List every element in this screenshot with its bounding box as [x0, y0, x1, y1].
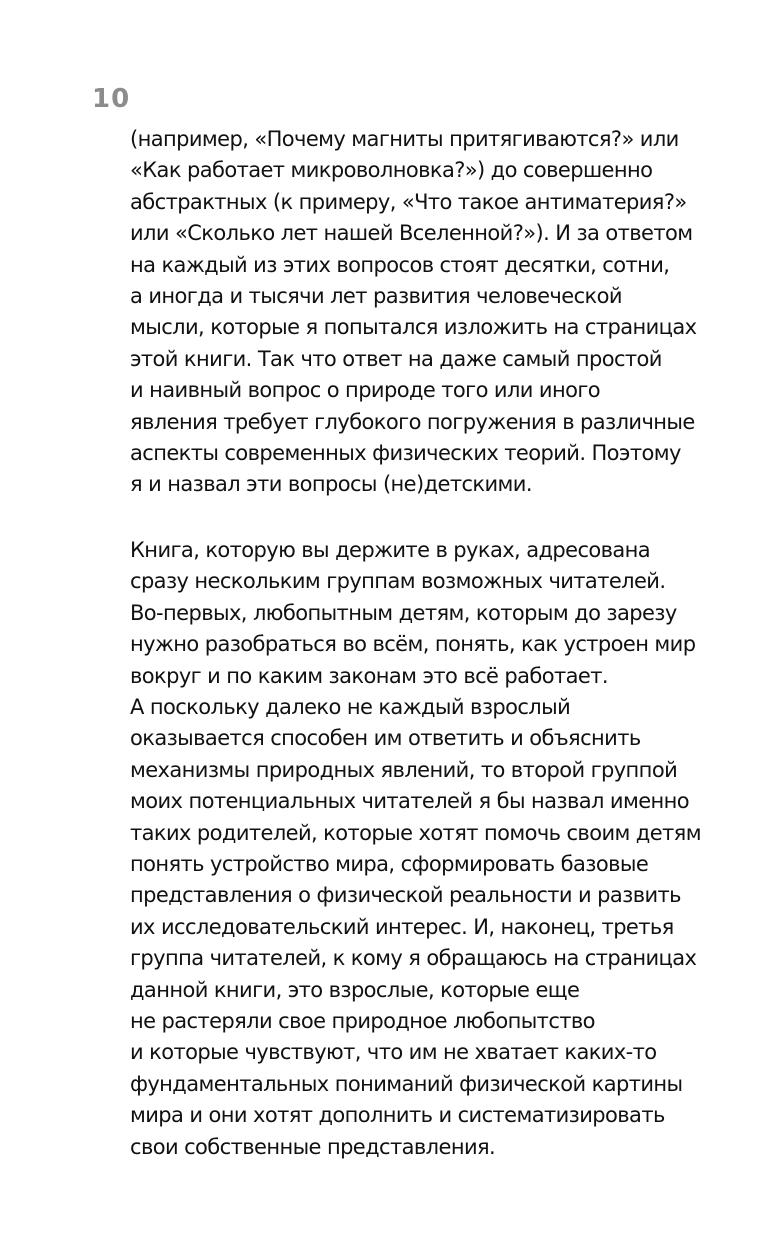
text-line: и которые чувствуют, что им не хватает каких-то [130, 1040, 657, 1065]
text-line: не растеряли свое природное любопытство [130, 1008, 595, 1033]
text-line: сразу нескольким группам возможных читателей. [130, 569, 666, 594]
text-line: данной книги, это взрослые, которые еще [130, 977, 580, 1002]
text-line: моих потенциальных читателей я бы назвал именно [130, 789, 690, 814]
text-line: Книга, которую вы держите в руках, адресована [130, 537, 651, 562]
text-line: вокруг и по каким законам это всё работает. [130, 663, 608, 688]
text-line: механизмы природных явлений, то второй группой [130, 757, 678, 782]
text-line: мысли, которые я попытался изложить на страницах [130, 315, 697, 340]
text-line: нужно разобраться во всём, понять, как устроен мир [130, 632, 696, 657]
text-line: аспекты современных физических теорий. Поэтому [130, 441, 681, 466]
text-line: представления о физической реальности и развить [130, 883, 681, 908]
text-line: «Как работает микроволновка?») до совершенно [130, 158, 653, 183]
text-line: Во-первых, любопытным детям, которым до зарезу [130, 600, 677, 625]
text-line: фундаментальных пониманий физической картины [130, 1071, 683, 1096]
text-line: и наивный вопрос о природе того или иного [130, 378, 600, 403]
text-line: этой книги. Так что ответ на даже самый простой [130, 346, 662, 371]
text-line: понять устройство мира, сформировать базовые [130, 851, 649, 876]
text-line: а иногда и тысячи лет развития человеческой [130, 284, 622, 309]
text-line: (например, «Почему магниты притягиваются?» или [130, 127, 679, 151]
text-line: их исследовательский интерес. И, наконец, третья [130, 914, 674, 939]
text-line: А поскольку далеко не каждый взрослый [130, 694, 571, 719]
page-number: 10 [92, 84, 131, 114]
text-line: я и назвал эти вопросы (не)детскими. [130, 472, 532, 497]
text-line: явления требует глубокого погружения в различные [130, 409, 695, 434]
paragraph-1 [130, 124, 697, 501]
text-line: абстрактных (к примеру, «Что такое антиматерия?» [130, 189, 687, 214]
text-line: на каждый из этих вопросов стоят десятки, сотни, [130, 252, 670, 277]
text-line: таких родителей, которые хотят помочь своим детям [130, 820, 701, 845]
paragraph-2 [130, 535, 701, 1163]
text-line: или «Сколько лет нашей Вселенной?»). И за ответом [130, 221, 693, 246]
paragraph-gap [130, 501, 690, 535]
body-text [130, 124, 701, 1163]
text-line: группа читателей, к кому я обращаюсь на страницах [130, 946, 697, 971]
text-line: мира и они хотят дополнить и систематизировать [130, 1103, 665, 1128]
text-line: свои собственные представления. [130, 1134, 496, 1159]
text-line: оказывается способен им ответить и объяснить [130, 726, 641, 751]
